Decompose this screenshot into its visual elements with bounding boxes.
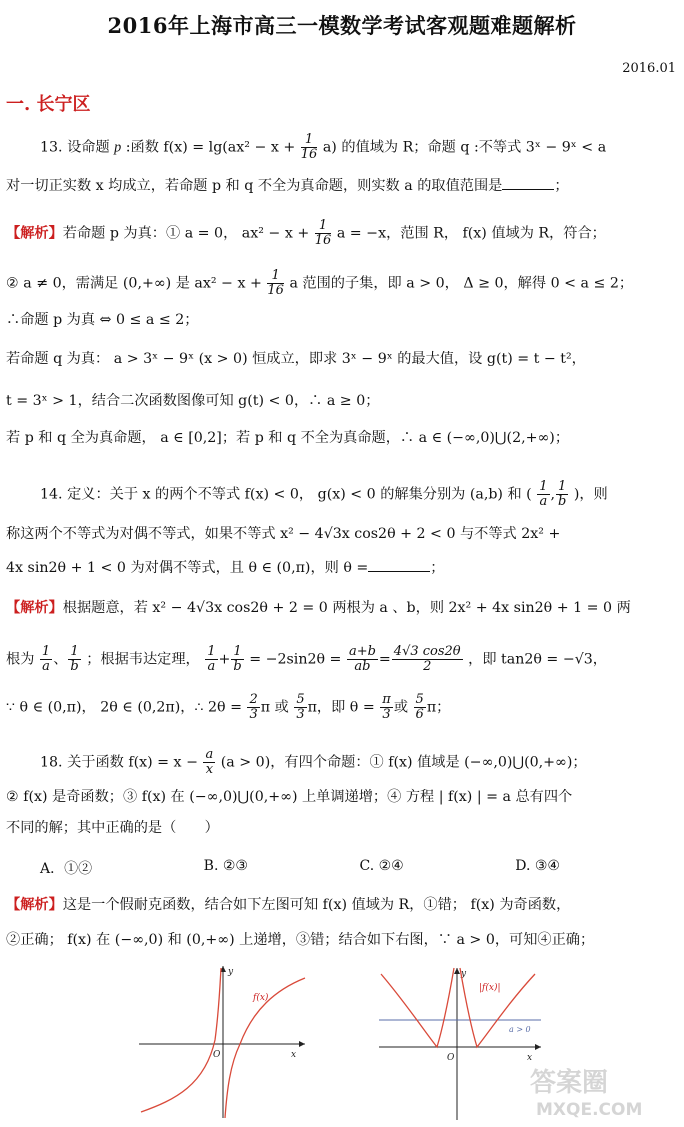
svg-text:答案圈: 答案圈 bbox=[530, 1068, 609, 1098]
document-date: 2016.01 bbox=[622, 61, 676, 76]
sol18-line-1: 【解析】这是一个假耐克函数，结合如下左图可知 f(x) 值域为 R，①错； f(x) 为奇函数， bbox=[6, 897, 571, 913]
x-axis-label: x bbox=[527, 1053, 533, 1063]
sol14-line-3: ∵ θ ∈ (0,π)， 2θ ∈ (0,2π)，∴ 2θ = $\frac{2}{3}$ π 或 $\frac{5}{3}$ π，即 θ = $\frac{\pi}{3}$ 或 $\frac{5}{6}$ π； bbox=[6, 692, 451, 722]
page-title: 2016年上海市高三一模数学考试客观题难题解析 bbox=[107, 13, 577, 38]
choice-c: C. ②④ bbox=[359, 858, 404, 874]
curve-left-branch bbox=[141, 968, 221, 1112]
q18-line-1: 18. 关于函数 f(x) = x − $\frac{a}{x}$ (a > 0)，有四个命题：① f(x) 值域是 (−∞,0)⋃(0,+∞)； bbox=[40, 747, 587, 777]
sol18-line-2: ②正确； f(x) 在 (−∞,0) 和 (0,+∞) 上递增，③错；结合如下右图，∵ a > 0，可知④正确； bbox=[6, 932, 595, 948]
watermark-logo bbox=[526, 1063, 676, 1121]
sol13-line-4: 若命题 q 为真： a > 3ˣ − 9ˣ (x > 0) 恒成立，即求 3ˣ − 9ˣ 的最大值，设 g(t) = t − t²， bbox=[6, 351, 586, 367]
q18-line-3: 不同的解；其中正确的是（ ） bbox=[6, 820, 219, 836]
curve-label: f(x) bbox=[253, 993, 269, 1003]
answer-blank bbox=[368, 558, 430, 572]
sol13-line-1: 【解析】若命题 p 为真：① a = 0， ax² − x + $\frac{1}{16}$ a = −x，范围 R， f(x) 值域为 R，符合； bbox=[6, 218, 606, 248]
curve-left-branch bbox=[381, 968, 454, 1047]
q13-line-1: 13. 设命题 p :函数 f(x) = lg(ax² − x + $\frac{1}{16}$ a) 的值域为 R；命题 q :不等式 3ˣ − 9ˣ < a bbox=[40, 132, 607, 162]
choice-d: D. ③④ bbox=[515, 858, 560, 874]
choice-a: A．①② bbox=[40, 861, 93, 877]
sol13-line-2: ② a ≠ 0，需满足 (0,+∞) 是 ax² − x + $\frac{1}{16}$ a 范围的子集，即 a > 0， Δ ≥ 0，解得 0 < a ≤ 2； bbox=[6, 268, 634, 298]
sol13-line-5: t = 3ˣ > 1，结合二次函数图像可知 g(t) < 0，∴ a ≥ 0； bbox=[6, 393, 380, 409]
origin-label: O bbox=[447, 1053, 455, 1063]
y-axis-label: y bbox=[228, 967, 234, 977]
sol14-line-2: 根为 $\frac{1}{a}$ 、 $\frac{1}{b}$ ；根据韦达定理， $\frac{1}{a}$ + $\frac{1}{b}$ = −2sin2θ = $\frac{a+b}{ab}$ = $\frac{4√3 \cos 2\theta}{2}$ ，即 tan2θ = −√3， bbox=[6, 644, 607, 674]
curve-right-branch bbox=[460, 968, 535, 1047]
q18-line-2: ② f(x) 是奇函数；③ f(x) 在 (−∞,0)⋃(0,+∞) 上单调递增；④ 方程 | f(x) | = a 总有四个 bbox=[6, 789, 573, 805]
q13-line-2: 对一切正实数 x 均成立，若命题 p 和 q 不全为真命题，则实数 a 的取值范围是 ； bbox=[6, 178, 569, 194]
q14-line-3: 4x sin2θ + 1 < 0 为对偶不等式，且 θ ∈ (0,π)，则 θ = ； bbox=[6, 560, 445, 576]
fraction: $\frac{1}{16}$ bbox=[300, 132, 318, 162]
sol13-line-6: 若 p 和 q 全为真命题， a ∈ [0,2]；若 p 和 q 不全为真命题，∴ a ∈ (−∞,0)⋃(2,+∞)； bbox=[6, 430, 570, 446]
section-heading: 一. 长宁区 bbox=[6, 94, 91, 115]
choice-b: B. ②③ bbox=[203, 858, 248, 874]
y-axis-label: y bbox=[461, 969, 467, 979]
q14-line-1: 14. 定义：关于 x 的两个不等式 f(x) < 0， g(x) < 0 的解集分别为 (a,b) 和 ( $\frac{1}{a}$ , $\frac{1}{b}$ )，则 bbox=[40, 479, 608, 509]
answer-blank bbox=[502, 176, 554, 190]
q18-choices bbox=[40, 858, 560, 878]
sol13-line-3: ∴命题 p 为真 ⇔ 0 ≤ a ≤ 2； bbox=[6, 312, 199, 328]
x-axis-label: x bbox=[291, 1050, 297, 1060]
q14-line-2: 称这两个不等式为对偶不等式，如果不等式 x² − 4√3x cos2θ + 2 < 0 与不等式 2x² + bbox=[6, 526, 561, 542]
svg-text:MXQE.COM: MXQE.COM bbox=[536, 1100, 643, 1120]
left-function-graph bbox=[135, 960, 310, 1120]
right-function-graph bbox=[375, 962, 545, 1122]
origin-label: O bbox=[213, 1050, 221, 1060]
curve-label: |f(x)| bbox=[479, 983, 501, 993]
sol14-line-1: 【解析】根据题意，若 x² − 4√3x cos2θ + 2 = 0 两根为 a 、b，则 2x² + 4x sin2θ + 1 = 0 两 bbox=[6, 600, 631, 616]
line-label: a > 0 bbox=[509, 1025, 531, 1034]
